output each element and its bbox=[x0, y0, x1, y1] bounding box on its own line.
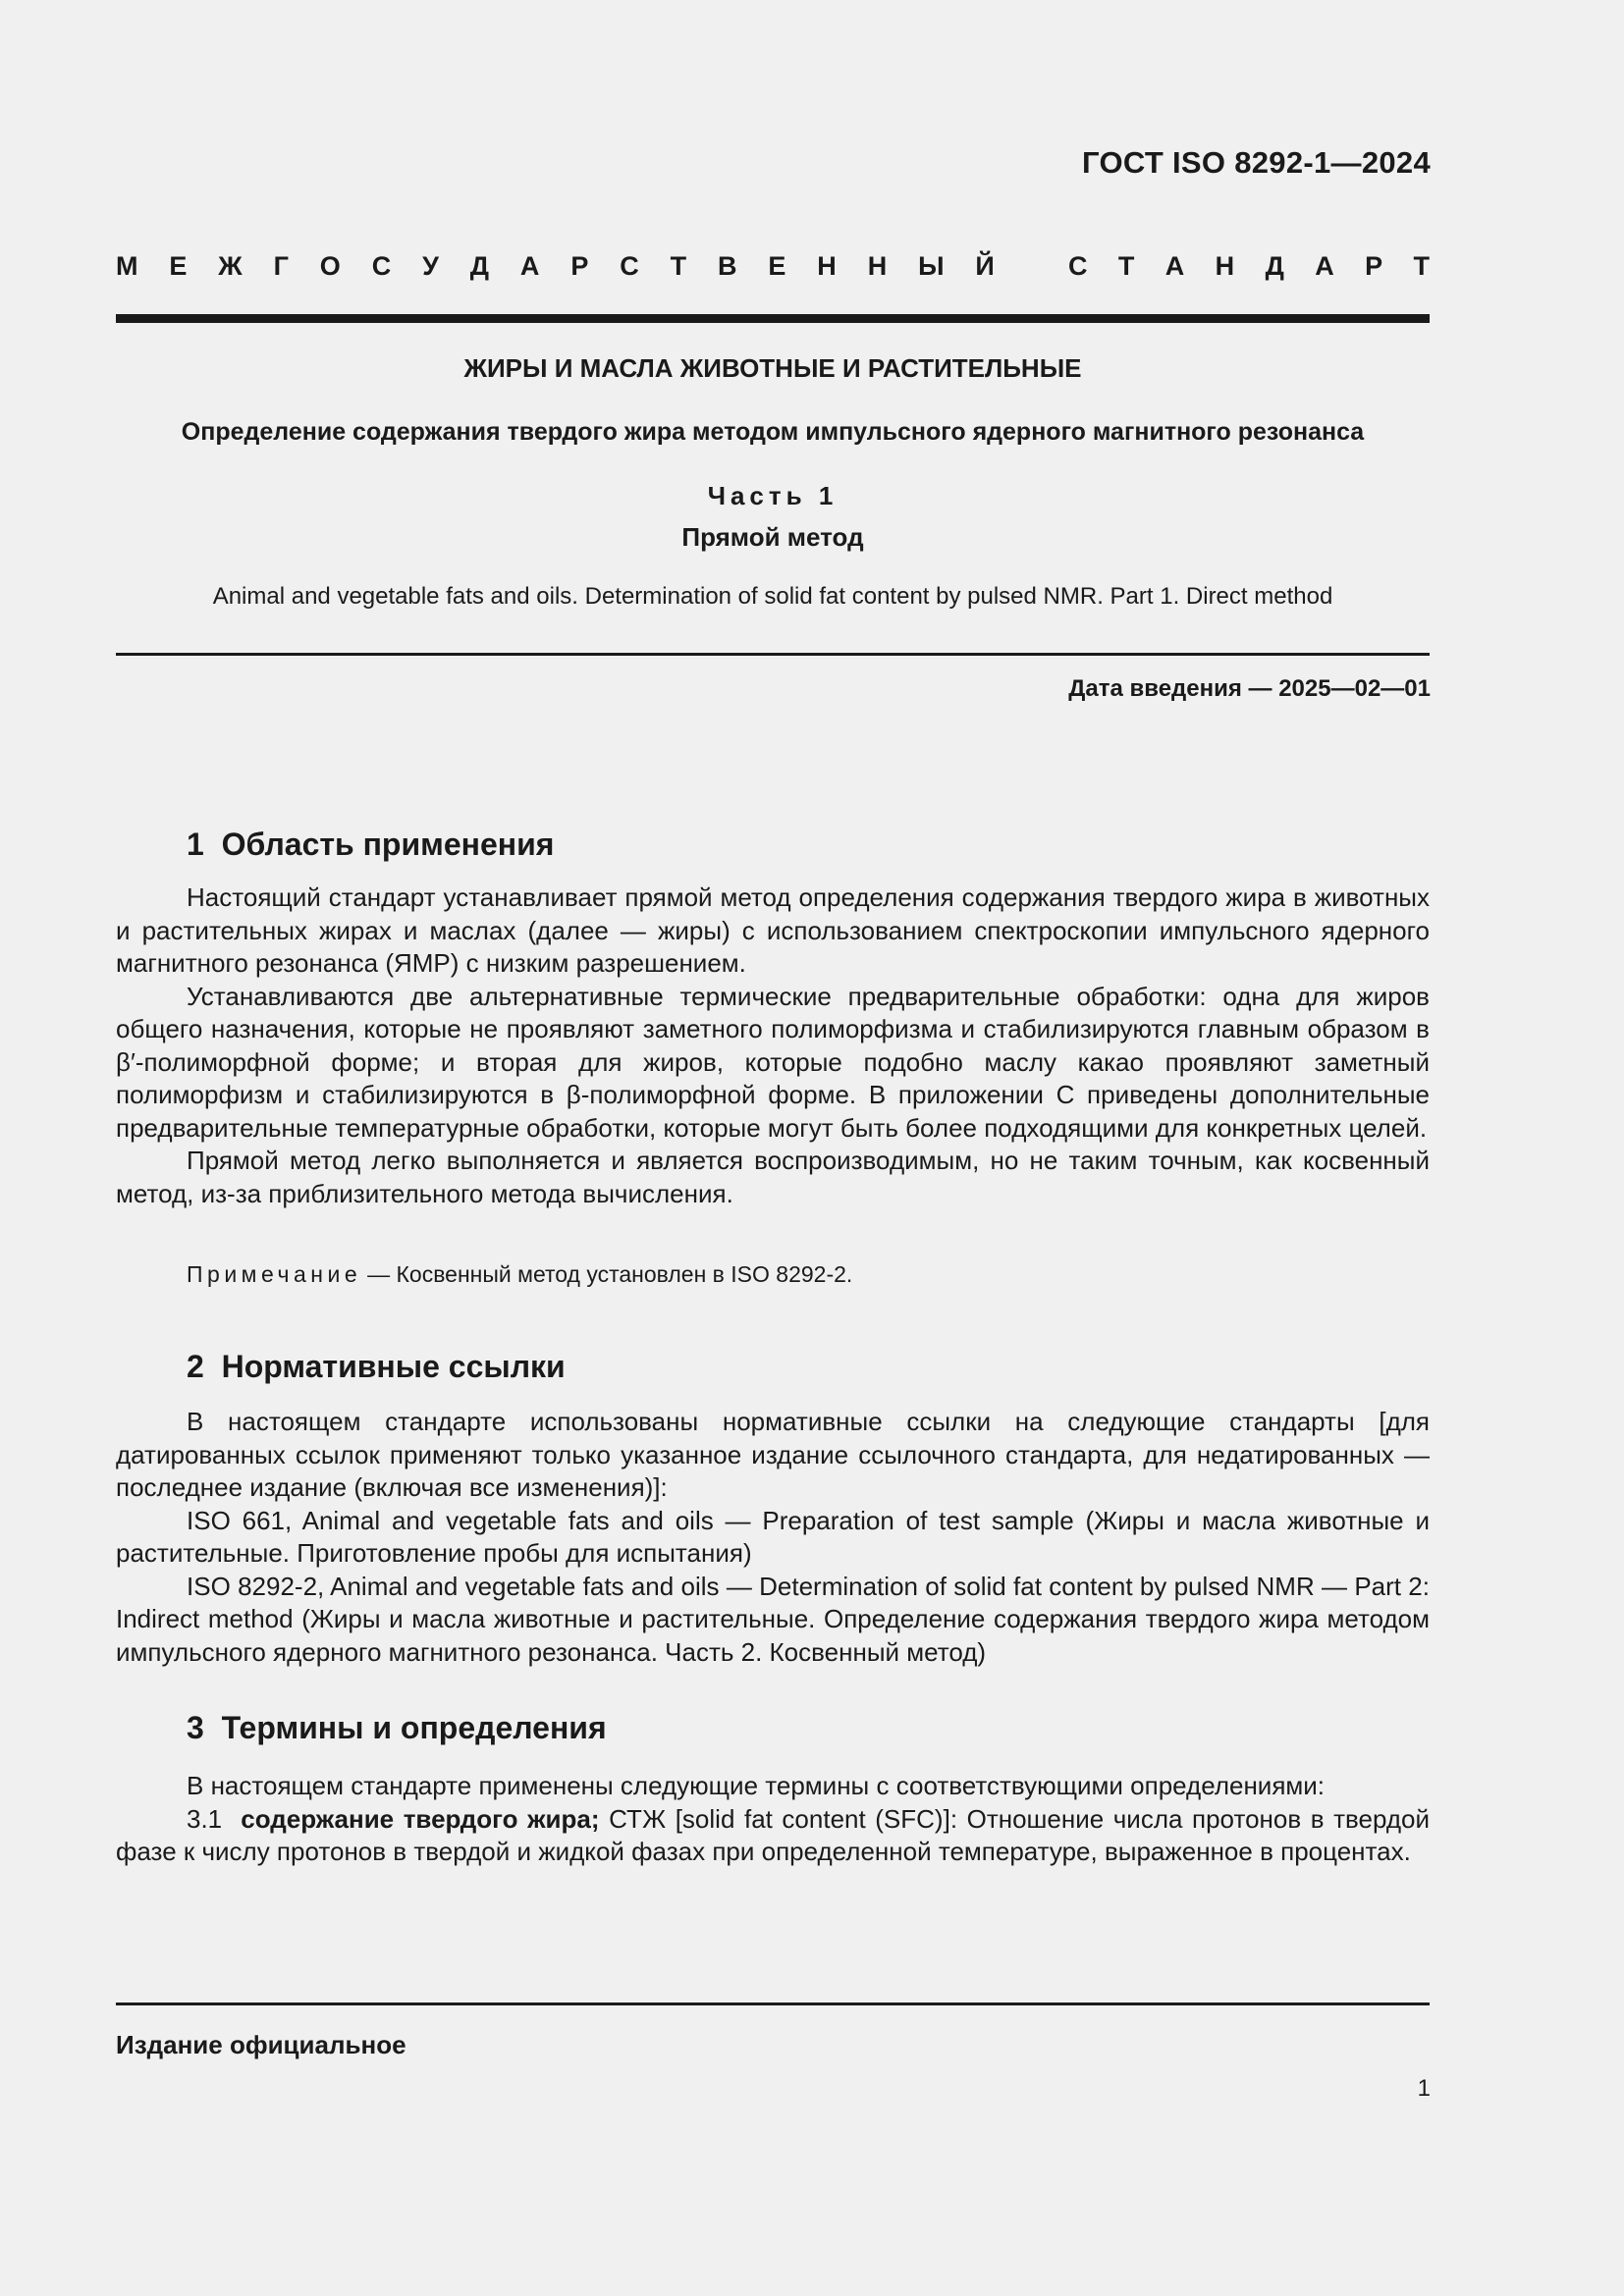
title-divider-rule bbox=[116, 653, 1430, 656]
banner-word-1: М Е Ж Г О С У Д А Р С Т В Е Н Н Ы Й bbox=[116, 251, 995, 281]
term-number: 3.1 bbox=[187, 1803, 223, 1834]
paragraph: Устанавливаются две альтернативные термические предварительные обработки: одна для жиров общего назначения, которые не проявляют заметного полиморфизма и стабилизируются главным образом в β′-полиморфной форме; и вторая для жиров, которые подобно маслу какао проявляют заметный полиморфизм и стабилизируются в β-полиморфной форме. В приложении С приведены дополнительные предварительные температурные обработки, которые могут быть более подходящими для конкретных целей. bbox=[116, 981, 1430, 1143]
banner-word-2: С Т А Н Д А Р Т bbox=[1068, 251, 1430, 281]
english-title: Animal and vegetable fats and oils. Determination of solid fat content by pulsed NMR. Part 1. Direct method bbox=[212, 583, 1333, 610]
note-text: — Косвенный метод установлен в ISO 8292-2. bbox=[367, 1261, 853, 1287]
footer-rule bbox=[116, 2002, 1430, 2005]
paragraph: В настоящем стандарте использованы нормативные ссылки на следующие стандарты [для датированных ссылок применяют только указанное издание ссылочного стандарта, для недатированных — последнее издание (включая все изменения)]: bbox=[116, 1407, 1430, 1502]
header-thick-rule bbox=[116, 314, 1430, 323]
term-name: содержание твердого жира; bbox=[241, 1803, 600, 1834]
note-label: Примечание bbox=[187, 1261, 362, 1287]
part-label: Часть 1 bbox=[707, 481, 839, 510]
reference-item: ISO 661, Animal and vegetable fats and oils — Preparation of test sample (Жиры и масла животные и растительные. Приготовление пробы для испытания) bbox=[116, 1505, 1430, 1568]
section-3-heading: 3 Термины и определения bbox=[187, 1710, 607, 1745]
section-3-body bbox=[116, 1770, 1430, 1869]
title-main: ЖИРЫ И МАСЛА ЖИВОТНЫЕ И РАСТИТЕЛЬНЫЕ bbox=[463, 353, 1082, 383]
section-2-body bbox=[116, 1406, 1430, 1669]
part-title: Прямой метод bbox=[681, 522, 864, 552]
section-2-heading: 2 Нормативные ссылки bbox=[187, 1349, 566, 1384]
introduction-date: Дата введения — 2025—02—01 bbox=[1068, 675, 1431, 702]
page-number: 1 bbox=[1417, 2075, 1431, 2102]
paragraph: В настоящем стандарте применены следующие термины с соответствующими определениями: bbox=[187, 1771, 1326, 1800]
interstate-standard-banner bbox=[116, 251, 1430, 282]
official-edition-label: Издание официальное bbox=[116, 2030, 406, 2059]
document-code: ГОСТ ISO 8292-1—2024 bbox=[1082, 145, 1431, 180]
reference-item: ISO 8292-2, Animal and vegetable fats and oils — Determination of solid fat content by pulsed NMR — Part 2: Indirect method (Жиры и масла животные и растительные. Определение содержания твердого жира методом импульсного ядерного магнитного резонанса. Часть 2. Косвенный метод) bbox=[116, 1571, 1430, 1667]
title-subtitle: Определение содержания твердого жира методом импульсного ядерного магнитного резонанса bbox=[181, 418, 1365, 446]
paragraph: Прямой метод легко выполняется и является воспроизводимым, но не таким точным, как косвенный метод, из-за приблизительного метода вычисления. bbox=[116, 1146, 1430, 1208]
section-1-heading: 1 Область применения bbox=[187, 827, 555, 862]
section-1-body bbox=[116, 881, 1430, 1210]
paragraph: Настоящий стандарт устанавливает прямой метод определения содержания твердого жира в животных и растительных жирах и маслах (далее — жиры) с использованием спектроскопии импульсного ядерного магнитного резонанса (ЯМР) с низким разрешением. bbox=[116, 882, 1430, 978]
section-1-note bbox=[187, 1261, 852, 1288]
term-text: СТЖ [solid fat content (SFC)]: Отношение числа протонов в твердой фазе к числу протонов в твердой и жидкой фазах при определенной температуре, выраженное в процентах. bbox=[116, 1803, 1430, 1866]
term-definition bbox=[116, 1803, 1430, 1869]
